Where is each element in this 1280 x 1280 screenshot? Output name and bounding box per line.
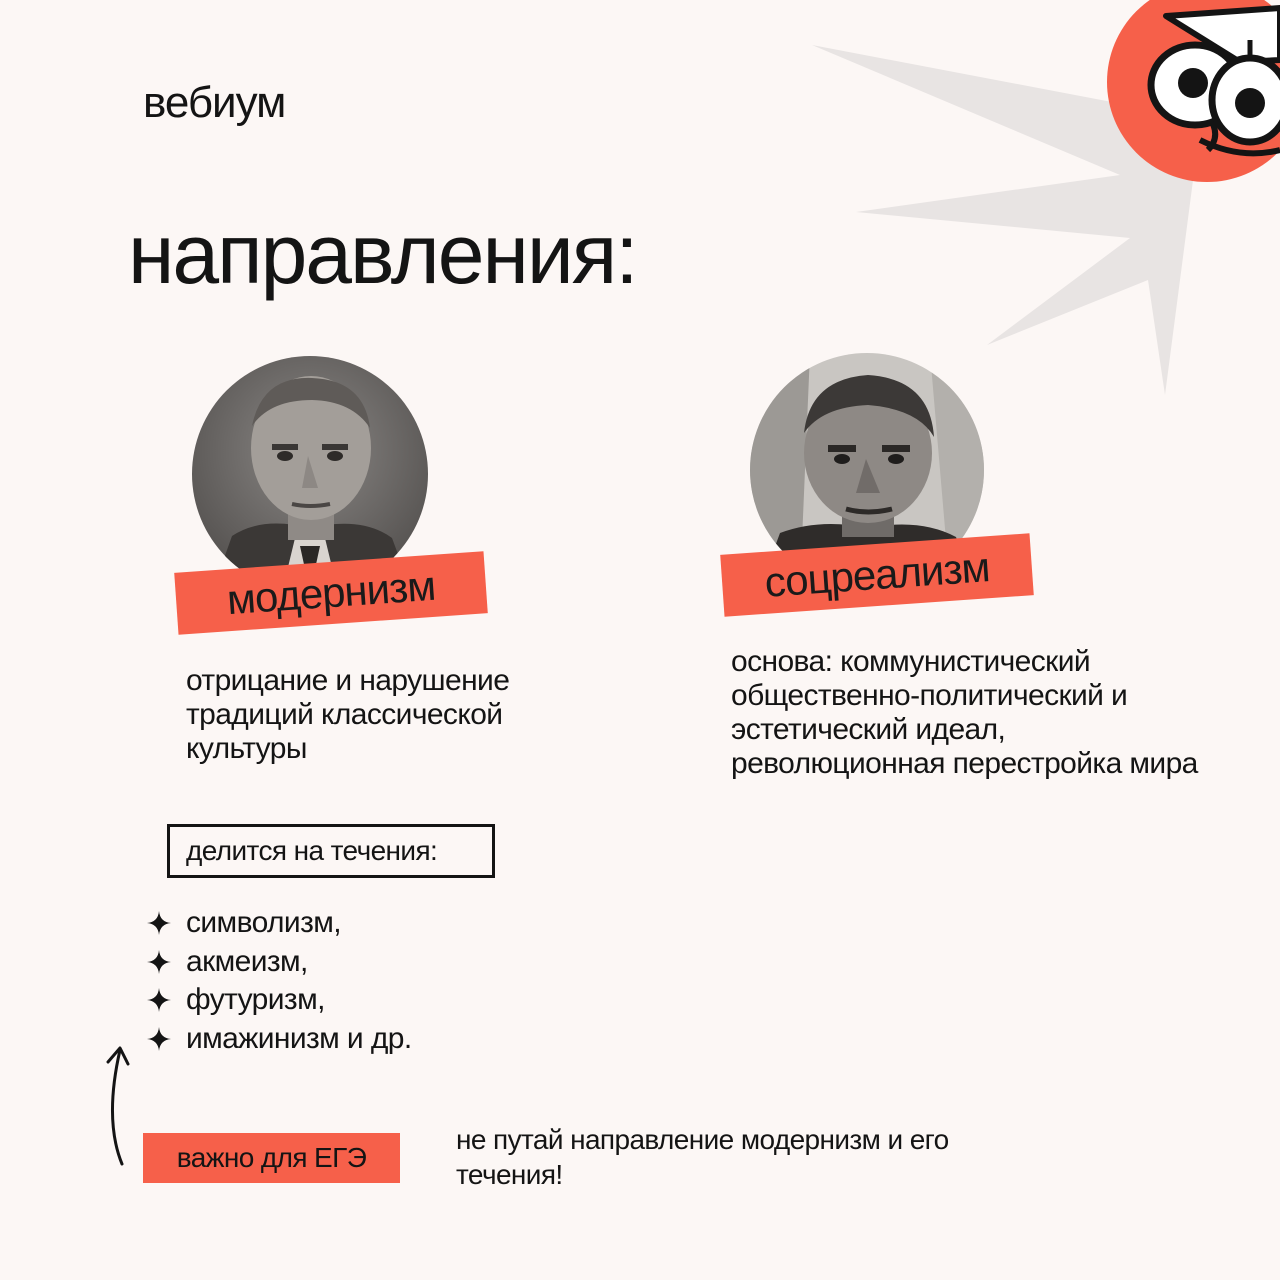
tag-socrealism: соцреализм — [720, 533, 1034, 616]
page-title: направления: — [128, 207, 637, 301]
socrealism-description: основа: коммунистический общественно-политический и эстетический идеал, революционная перестройка мира — [731, 645, 1198, 780]
ege-badge: важно для ЕГЭ — [143, 1133, 400, 1183]
list-item-label: имажинизм и др. — [186, 1021, 412, 1055]
currents-list — [146, 904, 412, 1058]
sparkle-bullet-icon — [146, 1026, 172, 1052]
list-item — [146, 904, 412, 943]
sparkle-bullet-icon — [146, 949, 172, 975]
sparkle-bullet-icon — [146, 910, 172, 936]
list-item — [146, 981, 412, 1020]
list-item — [146, 1020, 412, 1059]
list-item — [146, 943, 412, 982]
curved-arrow-icon — [98, 1040, 138, 1170]
list-item-label: акмеизм, — [186, 944, 308, 978]
modernism-description: отрицание и нарушение традиций классической культуры — [186, 664, 510, 765]
brand-logo: вебиум — [143, 78, 286, 127]
mascot-owl-icon — [1100, 0, 1280, 200]
list-item-label: футуризм, — [186, 983, 325, 1017]
list-item-label: символизм, — [186, 906, 341, 940]
tag-modernism: модернизм — [174, 551, 488, 634]
exam-note: не путай направление модернизм и его течения! — [456, 1124, 949, 1190]
currents-label: делится на течения: — [167, 824, 495, 878]
sparkle-bullet-icon — [146, 987, 172, 1013]
